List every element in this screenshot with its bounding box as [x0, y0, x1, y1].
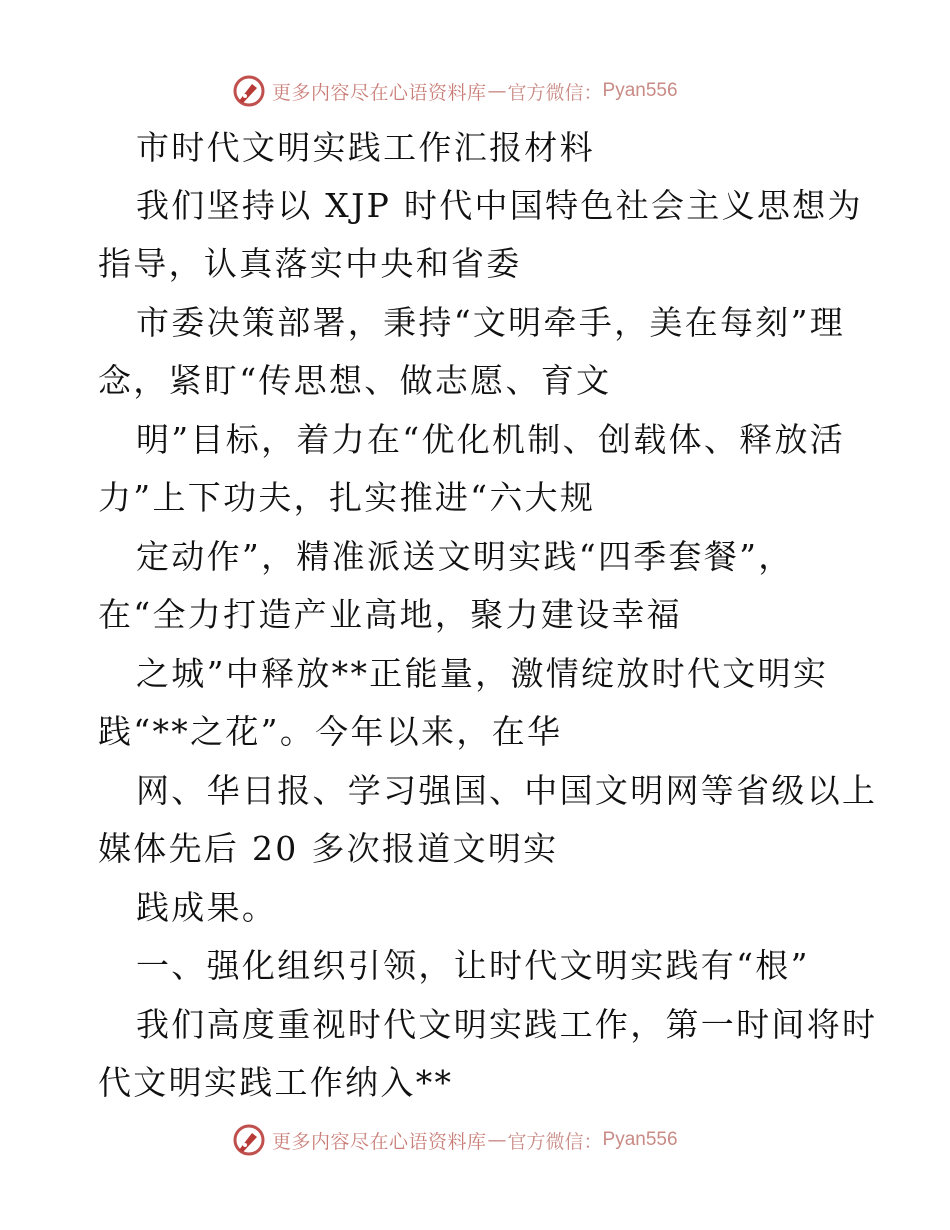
watermark-wechat-label: 官方微信：	[507, 81, 603, 104]
watermark-main-text: 更多内容尽在心语资料库	[272, 1130, 487, 1153]
body-line: 网、华日报、学习强国、中国文明网等省级以上	[136, 771, 878, 810]
body-line: 在“全力打造产业高地，聚力建设幸福	[98, 595, 682, 634]
watermark-banner-bottom	[232, 1121, 678, 1159]
document-title: 市时代文明实践工作汇报材料	[136, 128, 595, 167]
body-line: 我们高度重视时代文明实践工作，第一时间将时	[136, 1005, 878, 1044]
watermark-wechat-id: Pyan556	[602, 80, 678, 101]
body-line: 践成果。	[136, 888, 278, 927]
watermark-banner-top	[232, 72, 678, 110]
pen-nib-logo-icon	[232, 74, 266, 108]
body-line: 念，紧盯“传思想、做志愿、育文	[98, 361, 612, 400]
body-line: 践“**之花”。今年以来，在华	[98, 712, 563, 751]
watermark-separator: —	[487, 80, 507, 102]
watermark-main-text: 更多内容尽在心语资料库	[272, 81, 487, 104]
body-line: 定动作”，精准派送文明实践“四季套餐”，	[136, 537, 794, 576]
body-line: 代文明实践工作纳入**	[98, 1063, 454, 1102]
body-line: 我们坚持以 XJP 时代中国特色社会主义思想为	[136, 186, 863, 225]
watermark-wechat-label: 官方微信：	[507, 1130, 603, 1153]
body-line: 之城”中释放**正能量，激情绽放时代文明实	[136, 654, 829, 693]
watermark-separator: —	[487, 1129, 507, 1151]
watermark-wechat-id: Pyan556	[602, 1129, 678, 1150]
body-line: 明”目标，着力在“优化机制、创载体、释放活	[136, 420, 846, 459]
body-line: 指导，认真落实中央和省委	[98, 244, 522, 283]
section-heading: 一、强化组织引领，让时代文明实践有“根”	[136, 946, 810, 985]
body-line: 力”上下功夫，扎实推进“六大规	[98, 478, 596, 517]
pen-nib-logo-icon	[232, 1123, 266, 1157]
body-line: 市委决策部署，秉持“文明牵手，美在每刻”理	[136, 303, 846, 342]
body-line: 媒体先后 20 多次报道文明实	[98, 829, 559, 868]
